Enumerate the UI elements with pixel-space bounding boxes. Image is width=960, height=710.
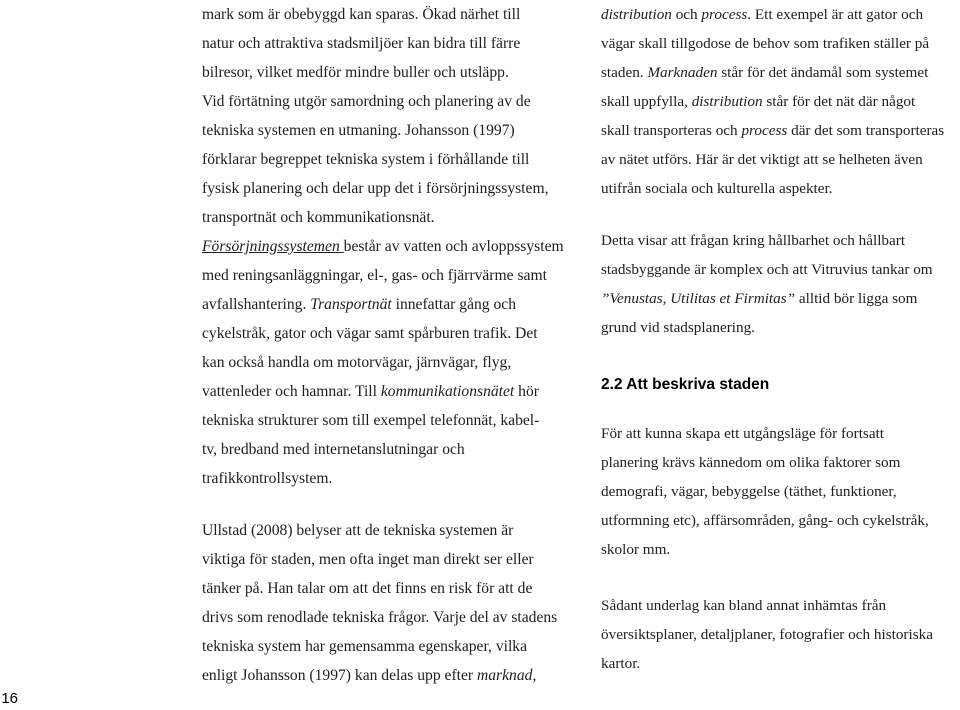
text-line	[202, 203, 435, 232]
text-segment: står för det nät där något	[762, 93, 916, 110]
text-line	[601, 174, 833, 203]
text-line	[202, 58, 509, 87]
emphasized-text: ”Venustas, Utilitas et Firmitas”	[601, 290, 796, 307]
text-segment: avfallshantering.	[202, 296, 311, 313]
text-line	[601, 591, 886, 620]
text-segment: viktiga för staden, men ofta inget man direkt ser eller	[202, 551, 534, 568]
text-line	[202, 435, 465, 464]
text-segment: demografi, vägar, bebyggelse (täthet, funktioner,	[601, 483, 897, 500]
text-line	[202, 261, 547, 290]
text-segment: där det som transporteras	[787, 122, 945, 139]
text-line	[601, 535, 670, 564]
text-line	[601, 116, 944, 145]
text-segment: stadsbyggande är komplex och att Vitruvius tankar om	[601, 261, 933, 278]
text-line	[601, 448, 900, 477]
text-line	[202, 603, 557, 632]
text-line	[601, 620, 933, 649]
text-line	[601, 284, 917, 313]
text-line	[601, 313, 755, 342]
text-line	[202, 464, 332, 493]
text-segment: kartor.	[601, 655, 641, 672]
page-number: 16	[1, 690, 18, 707]
text-segment: skolor mm.	[601, 541, 671, 558]
text-segment: hör	[514, 383, 539, 400]
text-line	[601, 145, 923, 174]
text-line	[202, 116, 515, 145]
text-segment: och	[671, 6, 702, 23]
text-segment: skall transporteras och	[601, 122, 742, 139]
text-segment: översiktsplaner, detaljplaner, fotografier och historiska	[601, 626, 933, 643]
text-segment: bilresor, vilket medför mindre buller och utsläpp.	[202, 64, 509, 81]
text-line	[202, 545, 534, 574]
text-segment: innefattar gång och	[391, 296, 516, 313]
text-segment: cykelstråk, gator och vägar samt spårburen trafik. Det	[202, 325, 538, 342]
text-segment: förklarar begreppet tekniska system i förhållande till	[202, 151, 530, 168]
emphasized-text: Transportnät	[310, 296, 392, 313]
text-line	[202, 516, 513, 545]
emphasized-text: Marknaden	[647, 64, 718, 81]
text-segment: staden.	[601, 64, 648, 81]
text-segment: transportnät och kommunikationsnät.	[202, 209, 435, 226]
text-line	[202, 406, 539, 435]
text-line	[202, 348, 511, 377]
text-line	[202, 290, 516, 319]
text-line	[601, 255, 933, 284]
text-segment: Sådant underlag kan bland annat inhämtas från	[601, 597, 887, 614]
text-line	[202, 145, 529, 174]
text-segment: enligt Johansson (1997) kan delas upp efter	[202, 667, 477, 684]
text-segment: vattenleder och hamnar. Till	[202, 383, 381, 400]
text-segment: drivs som renodlade tekniska frågor. Varje del av stadens	[202, 609, 558, 626]
text-line	[202, 377, 539, 406]
emphasized-text: distribution	[691, 93, 763, 110]
text-segment: tekniska system har gemensamma egenskaper, vilka	[202, 638, 528, 655]
emphasized-text: process	[741, 122, 788, 139]
text-segment: tv, bredband med internetanslutningar och	[202, 441, 465, 458]
text-segment: skall uppfylla,	[601, 93, 692, 110]
text-line	[601, 649, 640, 678]
text-segment: tänker på. Han talar om att det finns en risk för att de	[202, 580, 533, 597]
text-line	[202, 632, 527, 661]
text-segment: Vid förtätning utgör samordning och planering av de	[202, 93, 531, 110]
text-segment: alltid bör ligga som	[795, 290, 918, 307]
text-line	[202, 232, 564, 261]
text-line	[601, 419, 884, 448]
text-line	[601, 506, 929, 535]
text-segment: består av vatten och avloppssystem	[343, 238, 564, 255]
text-line	[202, 29, 520, 58]
text-segment: grund vid stadsplanering.	[601, 319, 755, 336]
text-segment: utifrån sociala och kulturella aspekter.	[601, 180, 833, 197]
text-segment: fysisk planering och delar upp det i försörjningssystem,	[202, 180, 549, 197]
text-segment: av nätet utförs. Här är det viktigt att se helheten även	[601, 151, 923, 168]
section-heading: 2.2 Att beskriva staden	[601, 376, 770, 393]
emphasized-text: marknad,	[477, 667, 537, 684]
text-line	[202, 661, 536, 690]
emphasized-text: kommunikationsnätet	[380, 383, 515, 400]
text-line	[601, 0, 923, 29]
text-line	[202, 87, 531, 116]
text-line	[601, 58, 928, 87]
text-segment: Detta visar att frågan kring hållbarhet och hållbart	[601, 232, 906, 249]
text-segment: Ullstad (2008) belyser att de tekniska systemen är	[202, 522, 514, 539]
emphasized-text: process	[701, 6, 748, 23]
emphasized-text: distribution	[601, 6, 672, 23]
text-segment: utformning etc), affärsområden, gång- och cykelstråk,	[601, 512, 929, 529]
text-segment: med reningsanläggningar, el-, gas- och fjärrvärme samt	[202, 267, 547, 284]
text-segment: . Ett exempel är att gator och	[747, 6, 924, 23]
text-segment: tekniska systemen en utmaning. Johansson (1997)	[202, 122, 515, 139]
text-segment: För att kunna skapa ett utgångsläge för fortsatt	[601, 425, 885, 442]
text-line	[601, 226, 905, 255]
text-line	[202, 174, 548, 203]
text-line	[202, 574, 532, 603]
text-line	[202, 319, 538, 348]
text-line	[202, 0, 520, 29]
text-segment: kan också handla om motorvägar, järnvägar, flyg,	[202, 354, 512, 371]
text-segment: tekniska strukturer som till exempel telefonnät, kabel-	[202, 412, 540, 429]
emphasized-text: Försörjningssystemen	[202, 238, 344, 255]
text-segment: mark som är obebyggd kan sparas. Ökad närhet till	[202, 6, 521, 23]
text-segment: natur och attraktiva stadsmiljöer kan bidra till färre	[202, 35, 521, 52]
text-line	[601, 477, 897, 506]
text-segment: vägar skall tillgodose de behov som trafiken ställer på	[601, 35, 930, 52]
text-segment: trafikkontrollsystem.	[202, 470, 333, 487]
text-segment: planering krävs kännedom om olika faktorer som	[601, 454, 901, 471]
text-line	[601, 87, 915, 116]
text-line	[601, 29, 929, 58]
text-segment: står för det ändamål som systemet	[717, 64, 929, 81]
